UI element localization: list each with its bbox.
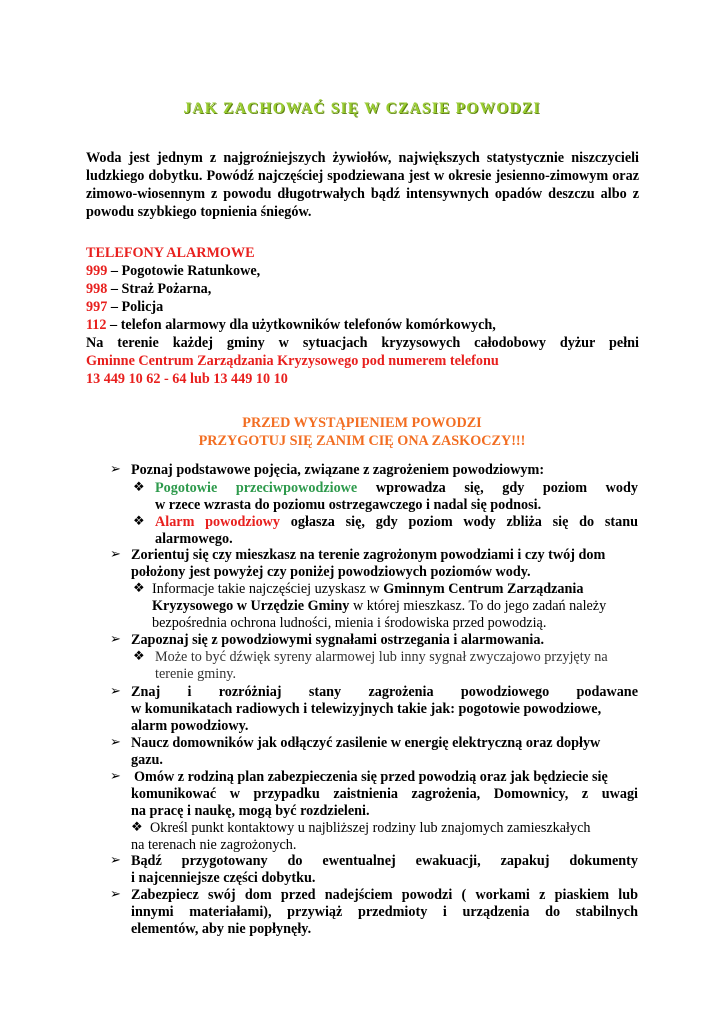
bullet-1: Poznaj podstawowe pojęcia, związane z zagrożeniem powodziowym: <box>131 462 545 478</box>
arrow-bullet-icon: ➢ <box>110 852 121 867</box>
bullet-2-sub-1-line-3: bezpośrednia ochrona ludności, mienia i środowiska przed powodzią. <box>152 615 547 631</box>
bullet-8-line-2: innymi materiałami), przywiąż przedmioty i urządzenia do stabilnych <box>131 904 638 920</box>
arrow-bullet-icon: ➢ <box>110 768 121 783</box>
term-pogotowie: Pogotowie przeciwpowodziowe <box>155 480 358 496</box>
bullet-6-line-3: na pracę i naukę, mogą być rozdzieleni. <box>131 803 370 819</box>
arrow-bullet-icon: ➢ <box>110 631 121 646</box>
bullet-5-line-1: Naucz domowników jak odłączyć zasilenie w energię elektryczną oraz dopływ <box>131 735 601 751</box>
phone-number: 998 <box>86 281 108 297</box>
bullet-3-sub-1-line-2: terenie gminy. <box>155 666 237 682</box>
arrow-bullet-icon: ➢ <box>110 461 121 476</box>
phone-number: 112 <box>86 317 107 333</box>
diamond-bullet-icon: ❖ <box>133 580 145 595</box>
bullet-2-sub-1-line-1 <box>152 581 638 598</box>
bullet-3-sub-1-line-1: Może to być dźwięk syreny alarmowej lub inny sygnał zwyczajowo przyjęty na <box>155 649 608 665</box>
bullet-5-line-2: gazu. <box>131 752 163 768</box>
bullet-text: w której mieszkasz. To do jego zadań należy <box>349 598 607 614</box>
phone-line-998 <box>86 280 639 298</box>
bullet-3: Zapoznaj się z powodziowymi sygnałami ostrzegania i alarmowania. <box>131 632 545 648</box>
arrow-bullet-icon: ➢ <box>110 546 121 561</box>
phone-line-999 <box>86 262 639 280</box>
bullet-text: ogłasza się, gdy poziom wody zbliża się do stanu <box>280 514 638 530</box>
bullet-2-line-1: Zorientuj się czy mieszkasz na terenie zagrożonym powodziami i czy twój dom <box>131 547 606 563</box>
arrow-bullet-icon: ➢ <box>110 734 121 749</box>
diamond-bullet-icon: ❖ <box>131 819 143 834</box>
diamond-bullet-icon: ❖ <box>133 513 145 528</box>
phone-desc: – Policja <box>107 299 164 315</box>
phones-gmina-line: Na terenie każdej gminy w sytuacjach kryzysowych całodobowy dyżur pełni <box>86 335 639 351</box>
bullet-text-bold: Kryzysowego w Urzędzie Gminy <box>152 598 350 614</box>
bullet-text-bold: Gminnym Centrum Zarządzania <box>383 581 584 597</box>
phone-line-997 <box>86 298 639 316</box>
bullet-text: Informacje takie najczęściej uzyskasz w <box>152 581 384 597</box>
section-subheading: PRZYGOTUJ SIĘ ZANIM CIĘ ONA ZASKOCZY!!! <box>198 433 526 449</box>
term-alarm: Alarm powodziowy <box>155 514 281 530</box>
bullet-4-line-2: w komunikatach radiowych i telewizyjnych takie jak: pogotowie powodziowe, <box>131 701 602 717</box>
bullet-6-sub-1-line-1: Określ punkt kontaktowy u najbliższej rodziny lub znajomych zamieszkałych <box>150 820 591 836</box>
document-title: JAK ZACHOWAĆ SIĘ W CZASIE POWODZI <box>183 100 541 117</box>
phone-line-112 <box>86 316 639 334</box>
phones-heading: TELEFONY ALARMOWE <box>86 245 255 261</box>
bullet-7-line-1: Bądź przygotowany do ewentualnej ewakuacji, zapakuj dokumenty <box>131 853 638 869</box>
bullet-2-line-2: położony jest powyżej czy poniżej powodziowych poziomów wody. <box>131 564 531 580</box>
bullet-8-line-1: Zabezpiecz swój dom przed nadejściem powodzi ( workami z piaskiem lub <box>131 887 638 903</box>
phone-desc: – Pogotowie Ratunkowe, <box>107 263 261 279</box>
diamond-bullet-icon: ❖ <box>133 648 145 663</box>
bullet-6-line-2: komunikować w przypadku zaistnienia zagrożenia, Domownicy, z uwagi <box>131 786 638 802</box>
bullet-7-line-2: i najcenniejsze części dobytku. <box>131 870 316 886</box>
phone-number: 999 <box>86 263 108 279</box>
bullet-6-line-1: Omów z rodziną plan zabezpieczenia się przed powodzią oraz jak będziecie się <box>134 769 608 785</box>
bullet-8-line-3: elementów, aby nie popłynęły. <box>131 921 312 937</box>
arrow-bullet-icon: ➢ <box>110 683 121 698</box>
phone-desc: – telefon alarmowy dla użytkowników telefonów komórkowych, <box>106 317 496 333</box>
bullet-text: wprowadza się, gdy poziom wody <box>357 480 638 496</box>
phone-number: 997 <box>86 299 108 315</box>
bullet-4-line-1: Znaj i rozróżniaj stany zagrożenia powodziowego podawane <box>131 684 638 700</box>
phones-centrum-line: Gminne Centrum Zarządzania Kryzysowego pod numerem telefonu <box>86 353 499 369</box>
bullet-6-sub-1-line-2: na terenach nie zagrożonych. <box>131 837 297 853</box>
bullet-1-sub-1-line-2: w rzece wzrasta do poziomu ostrzegawczego i nadal się podnosi. <box>155 497 542 513</box>
arrow-bullet-icon: ➢ <box>110 886 121 901</box>
section-heading: PRZED WYSTĄPIENIEM POWODZI <box>242 415 482 431</box>
phone-desc: – Straż Pożarna, <box>107 281 212 297</box>
bullet-4-line-3: alarm powodziowy. <box>131 718 249 734</box>
intro-paragraph: Woda jest jednym z najgroźniejszych żywiołów, największych statystycznie niszczycieli ludzkiego dobytku. Powódź najczęściej spodziewana jest w okresie jesienno-zimowym oraz zimowo-wiosennym z powodu długotrwałych bądź intensywnych opadów deszczu albo z powodu szybkiego topnienia śniegów. <box>86 150 639 220</box>
phones-centrum-number: 13 449 10 62 - 64 lub 13 449 10 10 <box>86 371 288 387</box>
bullet-2-sub-1-line-2 <box>152 598 638 615</box>
diamond-bullet-icon: ❖ <box>133 479 145 494</box>
bullet-1-sub-2-line-1 <box>155 514 638 531</box>
bullet-1-sub-2-line-2: alarmowego. <box>155 531 233 547</box>
bullet-1-sub-1-line-1 <box>155 480 638 497</box>
